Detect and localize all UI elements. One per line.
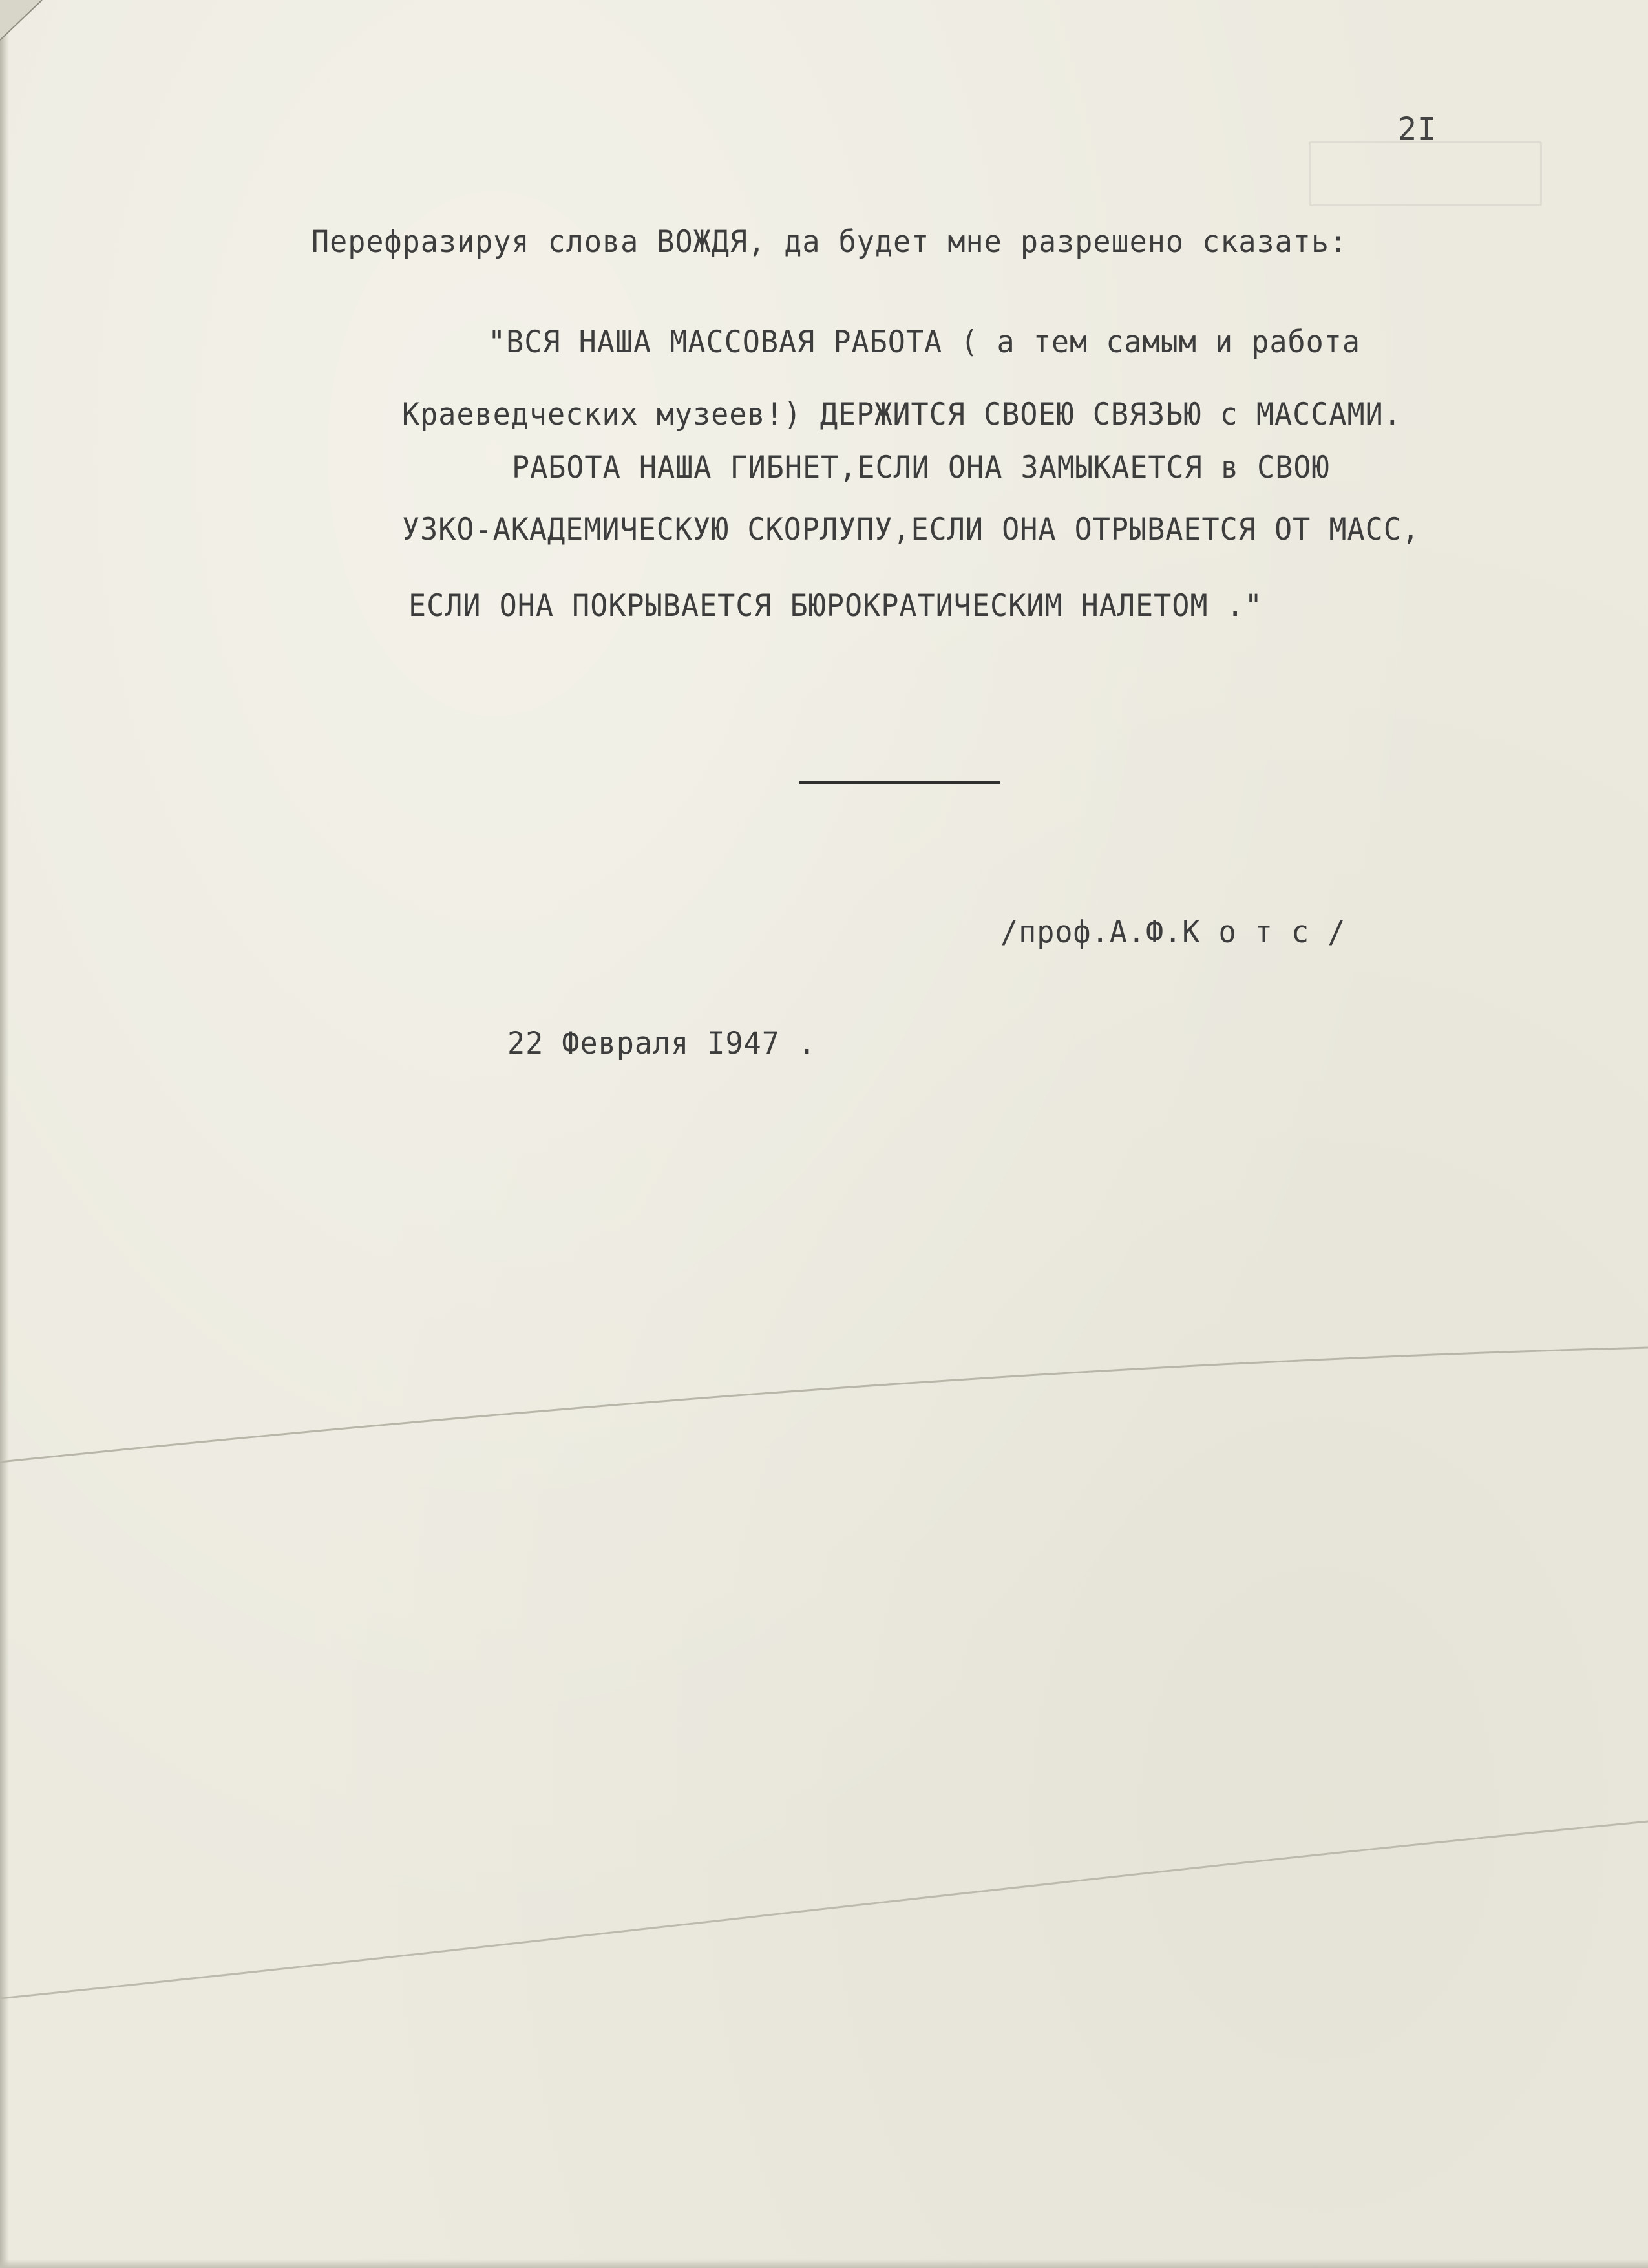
quote-line: УЗКО-АКАДЕМИЧЕСКУЮ СКОРЛУПУ,ЕСЛИ ОНА ОТРЫВАЕТСЯ ОТ МАСС, [402,512,1420,547]
quote-line: ЕСЛИ ОНА ПОКРЫВАЕТСЯ БЮРОКРАТИЧЕСКИМ НАЛЕТОМ ." [408,588,1263,624]
quote-line: РАБОТА НАША ГИБНЕТ,ЕСЛИ ОНА ЗАМЫКАЕТСЯ в СВОЮ [512,450,1330,485]
paper-bottom-edge [0,2259,1648,2268]
faded-stamp [1309,141,1542,206]
quote-line: Краеведческих музеев!) ДЕРЖИТСЯ СВОЕЮ СВЯЗЬЮ с МАССАМИ. [402,397,1402,432]
page-number: 2I [1398,111,1437,147]
quote-line: "ВСЯ НАША МАССОВАЯ РАБОТА ( а тем самым и работа [488,324,1360,360]
signature: /проф.А.Ф.К о т с / [1000,915,1346,950]
separator-rule [799,781,1000,784]
paper-left-edge [0,0,9,2268]
intro-line: Перефразируя слова ВОЖДЯ, да будет мне разрешено сказать: [312,224,1348,260]
folded-corner [0,0,45,45]
document-date: 22 Февраля I947 . [507,1026,817,1061]
